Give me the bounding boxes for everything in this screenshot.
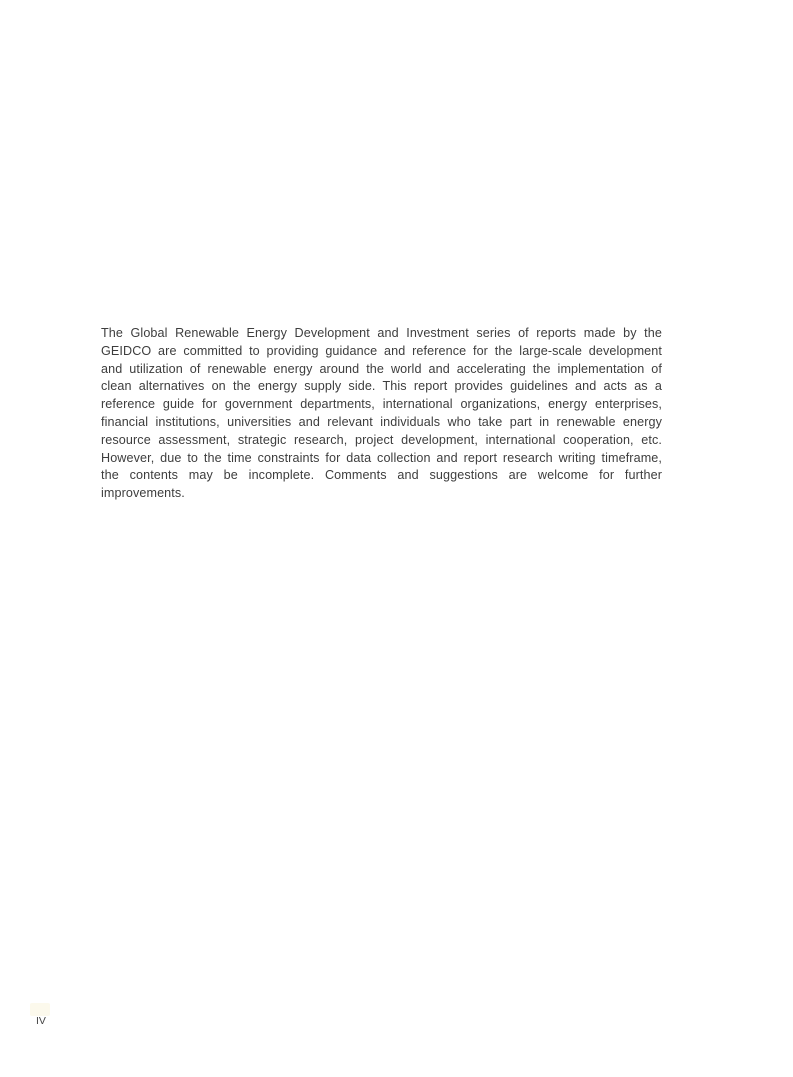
paragraph-line: improvements. [101, 486, 185, 501]
paragraph-line: the contents may be incomplete. Comments and suggestions are welcome for further [101, 468, 662, 483]
paragraph-line: clean alternatives on the energy supply side. This report provides guidelines and acts as a [101, 379, 662, 394]
page-number: IV [36, 1015, 46, 1027]
paragraph-line: and utilization of renewable energy around the world and accelerating the implementation of [101, 361, 662, 376]
body-paragraph [101, 325, 662, 503]
paragraph-line: However, due to the time constraints for data collection and report research writing timeframe, [101, 450, 662, 465]
paragraph-line: GEIDCO are committed to providing guidance and reference for the large-scale development [101, 343, 662, 358]
paragraph-line: reference guide for government departments, international organizations, energy enterprises, [101, 397, 662, 412]
paragraph-line: financial institutions, universities and relevant individuals who take part in renewable energy [101, 414, 662, 429]
paragraph-line: resource assessment, strategic research, project development, international cooperation, etc. [101, 432, 662, 447]
paragraph-line: The Global Renewable Energy Development and Investment series of reports made by the [101, 326, 662, 340]
